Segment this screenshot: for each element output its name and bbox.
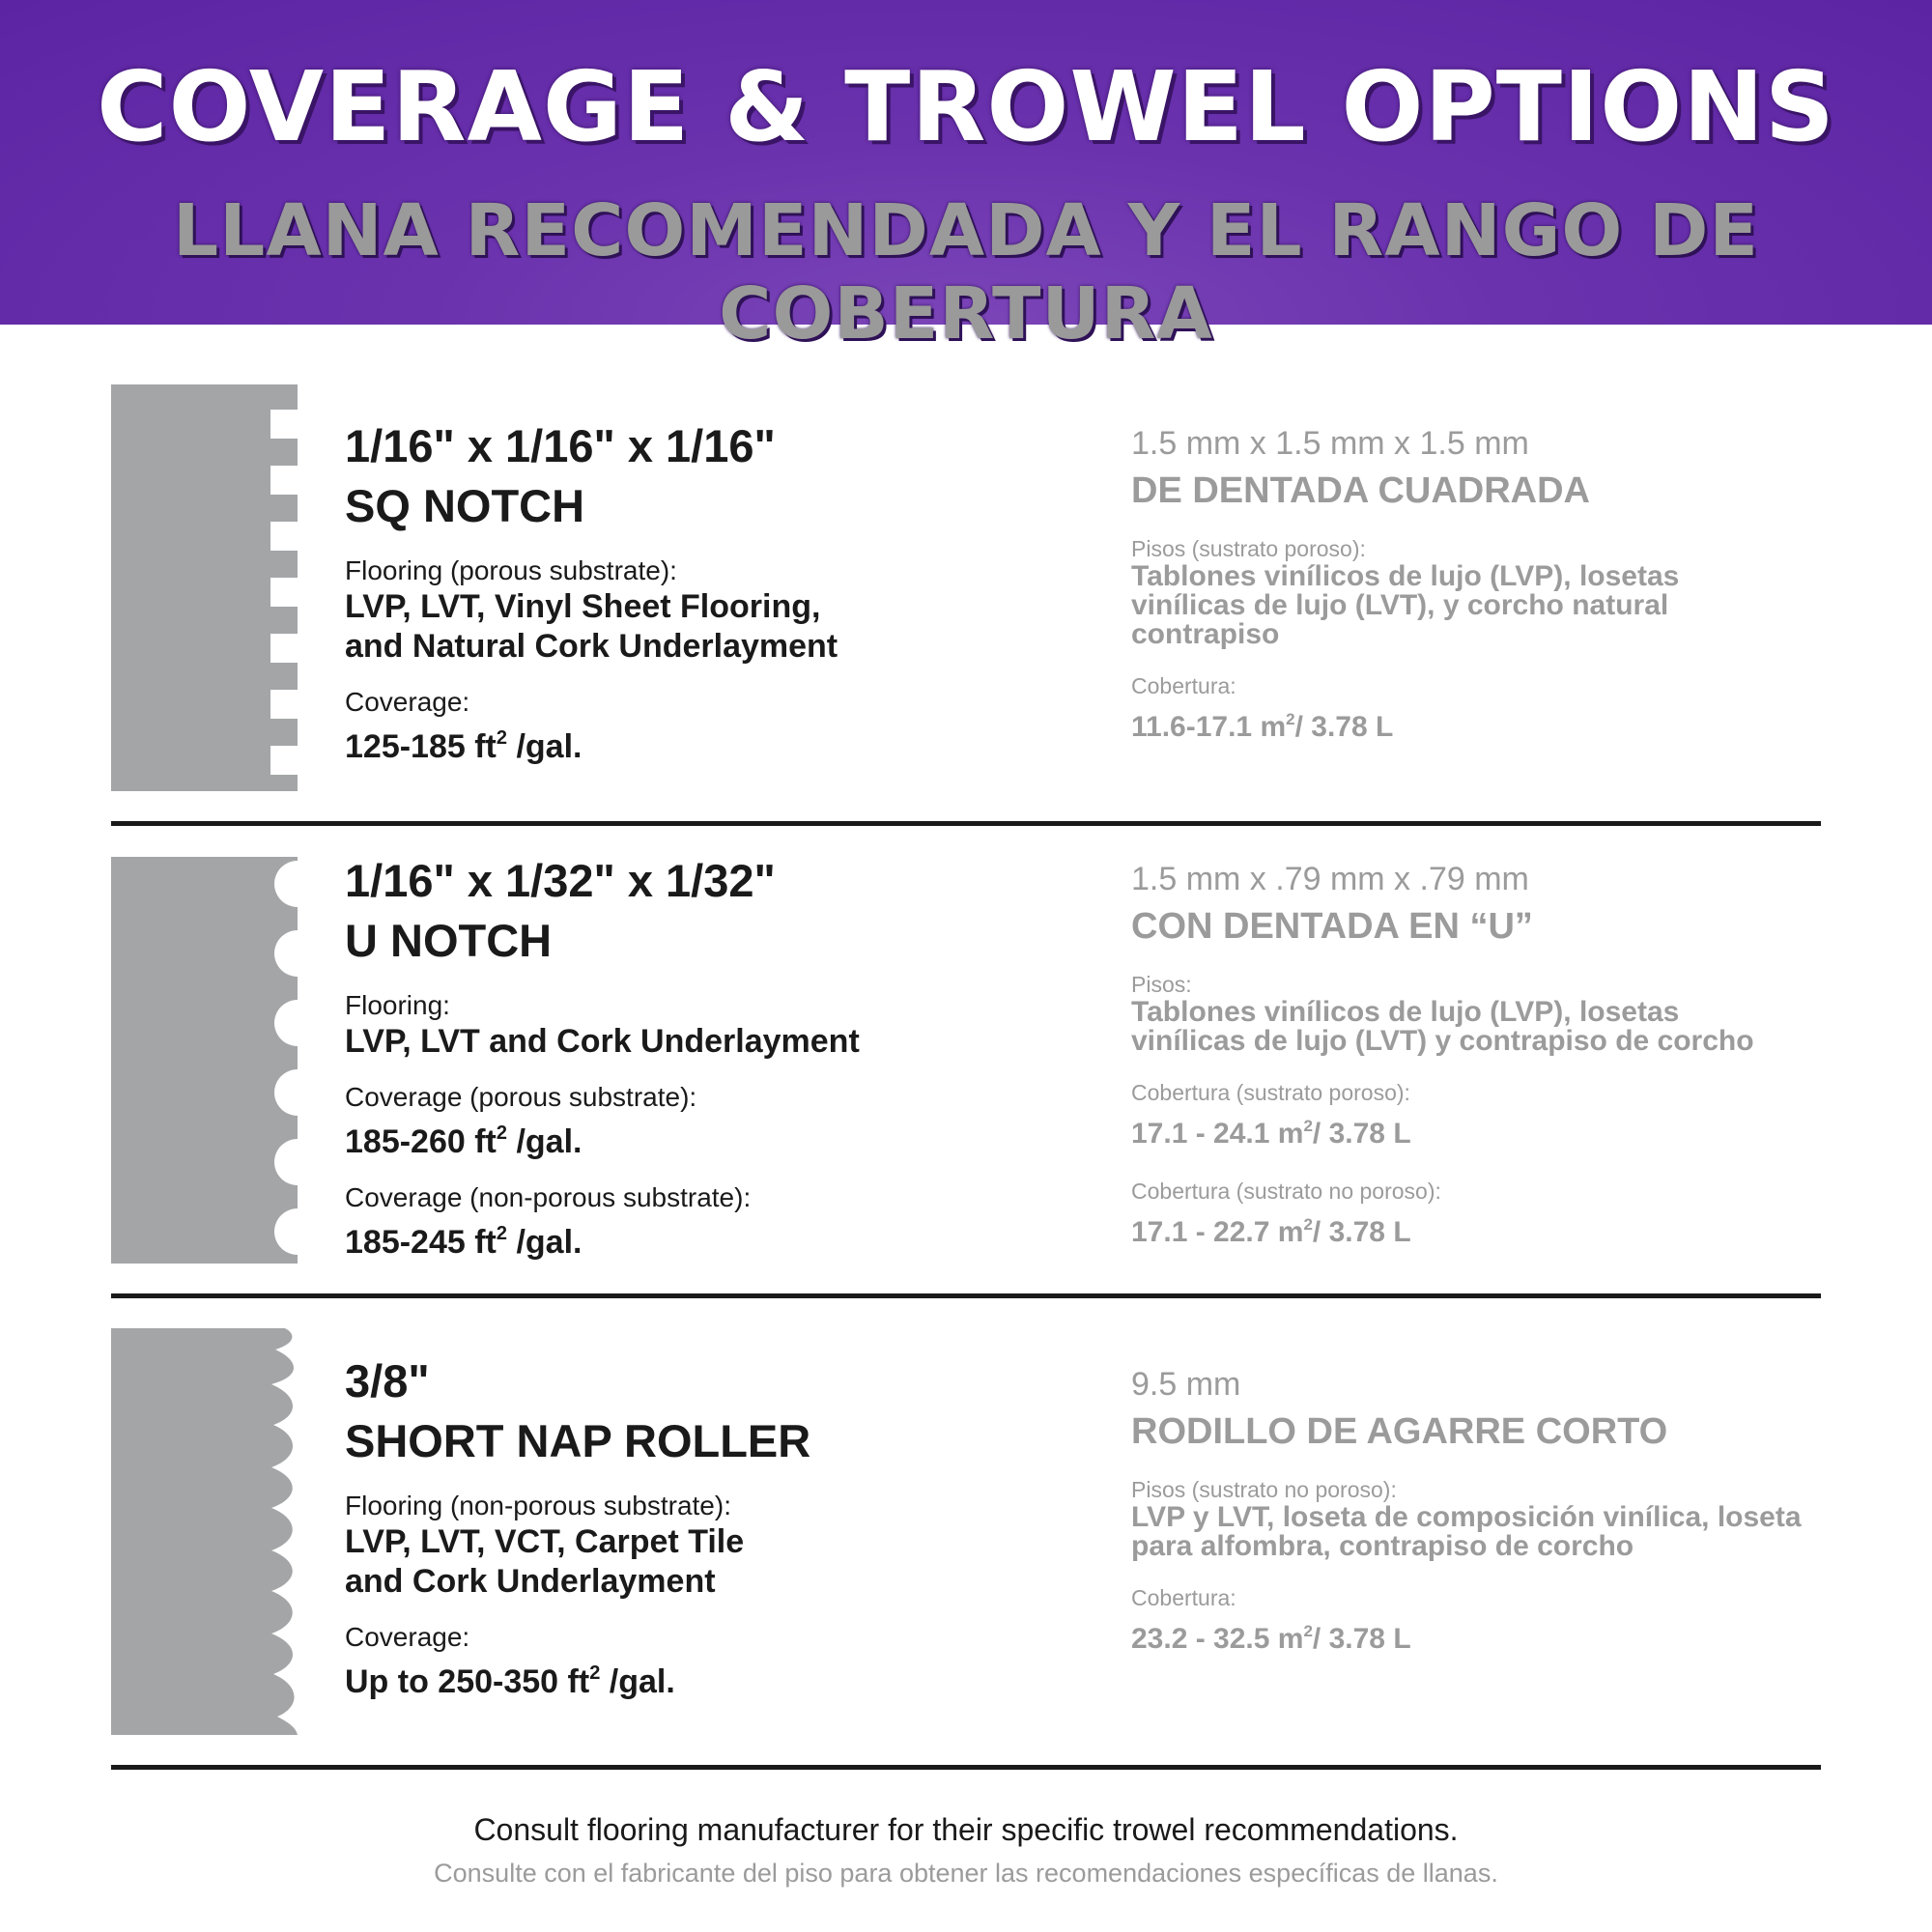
flooring-value-line: and Natural Cork Underlayment [345,628,838,665]
unit-superscript: 2 [496,1122,507,1144]
coverage-amount: 23.2 - 32.5 m [1131,1623,1304,1655]
unit-superscript: 2 [1286,710,1295,728]
coverage-value-nonporous-es [1131,1210,1846,1247]
flooring-value-line: LVP, LVT and Cork Underlayment [345,1023,860,1060]
trowel-size: 1/16" x 1/32" x 1/32" [345,855,776,906]
flooring-value-line: and Cork Underlayment [345,1563,716,1600]
coverage-per: / 3.78 L [1312,1216,1411,1248]
flooring-value-line: LVP, LVT, Vinyl Sheet Flooring, [345,588,821,625]
trowel-size-es: 1.5 mm x 1.5 mm x 1.5 mm [1131,425,1529,462]
roller-english [345,1354,1079,1702]
flooring-value [345,1522,1079,1602]
trowel-name: SHORT NAP ROLLER [345,1415,811,1466]
coverage-value [345,1114,1079,1162]
coverage-label: Coverage: [345,687,470,717]
coverage-per: /gal. [507,1123,582,1160]
flooring-value-line: LVP y LVT, loseta de composición vinílica, loseta [1131,1501,1802,1533]
flooring-value-line: vinílicas de lujo (LVT), y corcho natural [1131,589,1669,621]
trowel-size-es: 1.5 mm x .79 mm x .79 mm [1131,861,1529,897]
trowel-name-es: DE DENTADA CUADRADA [1131,470,1590,511]
section-divider [111,821,1821,826]
trowel-size: 1/16" x 1/16" x 1/16" [345,420,776,471]
flooring-value-es [1131,562,1846,649]
unit-superscript: 2 [1303,1622,1313,1640]
flooring-label: Flooring: [345,990,450,1020]
u-notch-spanish [1131,857,1846,1247]
flooring-label: Flooring (non-porous substrate): [345,1491,731,1520]
flooring-label-es: Pisos (sustrato no poroso): [1131,1477,1397,1502]
unit-superscript: 2 [589,1662,601,1684]
coverage-label-nonporous: Coverage (non-porous substrate): [345,1182,752,1212]
page-subtitle: LLANA RECOMENDADA Y EL RANGO DE COBERTURA [173,189,1759,355]
u-notch-trowel-icon [111,857,298,1264]
trowel-size: 3/8" [345,1355,430,1406]
coverage-per: / 3.78 L [1294,711,1394,743]
flooring-value-es [1131,1503,1846,1561]
coverage-value-nonporous [345,1214,1079,1263]
unit-superscript: 2 [1303,1117,1313,1135]
trowel-name: U NOTCH [345,915,553,966]
coverage-label-es: Cobertura: [1131,1585,1236,1610]
coverage-value [345,719,1079,767]
sq-notch-english [345,419,1079,767]
flooring-value-line: contrapiso [1131,618,1280,650]
footer-note-english: Consult flooring manufacturer for their specific trowel recommendations. [473,1812,1459,1847]
trowel-name: SQ NOTCH [345,480,585,531]
flooring-value-line: vinílicas de lujo (LVT) y contrapiso de corcho [1131,1025,1754,1057]
coverage-amount: 185-260 ft [345,1123,497,1160]
flooring-value-es [1131,998,1846,1056]
unit-superscript: 2 [496,1223,507,1244]
coverage-per: /gal. [600,1663,675,1700]
coverage-amount: 185-245 ft [345,1224,497,1261]
u-notch-english [345,854,1079,1263]
coverage-value-es [1131,1112,1846,1149]
trowel-name-es: CON DENTADA EN “U” [1131,906,1533,947]
unit-superscript: 2 [496,727,507,749]
flooring-value-line: LVP, LVT, VCT, Carpet Tile [345,1523,745,1560]
coverage-value-es [1131,1617,1846,1654]
coverage-amount: Up to 250-350 ft [345,1663,590,1700]
trowel-name-es: RODILLO DE AGARRE CORTO [1131,1411,1668,1452]
footer-note-spanish: Consulte con el fabricante del piso para obtener las recomendaciones específicas de llanas. [434,1859,1498,1888]
header-banner [0,0,1932,355]
flooring-value [345,587,1079,667]
coverage-value-es [1131,705,1846,742]
coverage-per: / 3.78 L [1312,1118,1411,1150]
flooring-value [345,1022,1079,1062]
coverage-label-es: Cobertura (sustrato poroso): [1131,1080,1410,1105]
coverage-label-nonporous-es: Cobertura (sustrato no poroso): [1131,1179,1441,1204]
trowel-size-es: 9.5 mm [1131,1366,1241,1403]
coverage-amount: 125-185 ft [345,728,497,765]
coverage-amount: 11.6-17.1 m [1131,711,1287,743]
page-title: COVERAGE & TROWEL OPTIONS [97,50,1835,163]
coverage-label: Coverage (porous substrate): [345,1082,697,1112]
flooring-label-es: Pisos (sustrato poroso): [1131,536,1366,561]
coverage-per: / 3.78 L [1312,1623,1411,1655]
flooring-label: Flooring (porous substrate): [345,555,677,585]
coverage-value [345,1654,1079,1702]
coverage-label: Coverage: [345,1622,470,1652]
flooring-value-line: para alfombra, contrapiso de corcho [1131,1530,1634,1562]
coverage-per: /gal. [507,728,582,765]
short-nap-roller-icon [111,1328,298,1735]
unit-superscript: 2 [1303,1215,1313,1234]
coverage-per: /gal. [507,1224,582,1261]
coverage-amount: 17.1 - 24.1 m [1131,1118,1304,1150]
coverage-amount: 17.1 - 22.7 m [1131,1216,1304,1248]
flooring-label-es: Pisos: [1131,972,1192,997]
square-notch-trowel-icon [111,384,298,791]
flooring-value-line: Tablones vinílicos de lujo (LVP), losetas [1131,996,1680,1028]
flooring-value-line: Tablones vinílicos de lujo (LVP), losetas [1131,560,1680,592]
sq-notch-spanish [1131,421,1846,742]
roller-spanish [1131,1362,1846,1654]
coverage-label-es: Cobertura: [1131,673,1236,698]
section-divider [111,1765,1821,1770]
section-divider [111,1293,1821,1298]
